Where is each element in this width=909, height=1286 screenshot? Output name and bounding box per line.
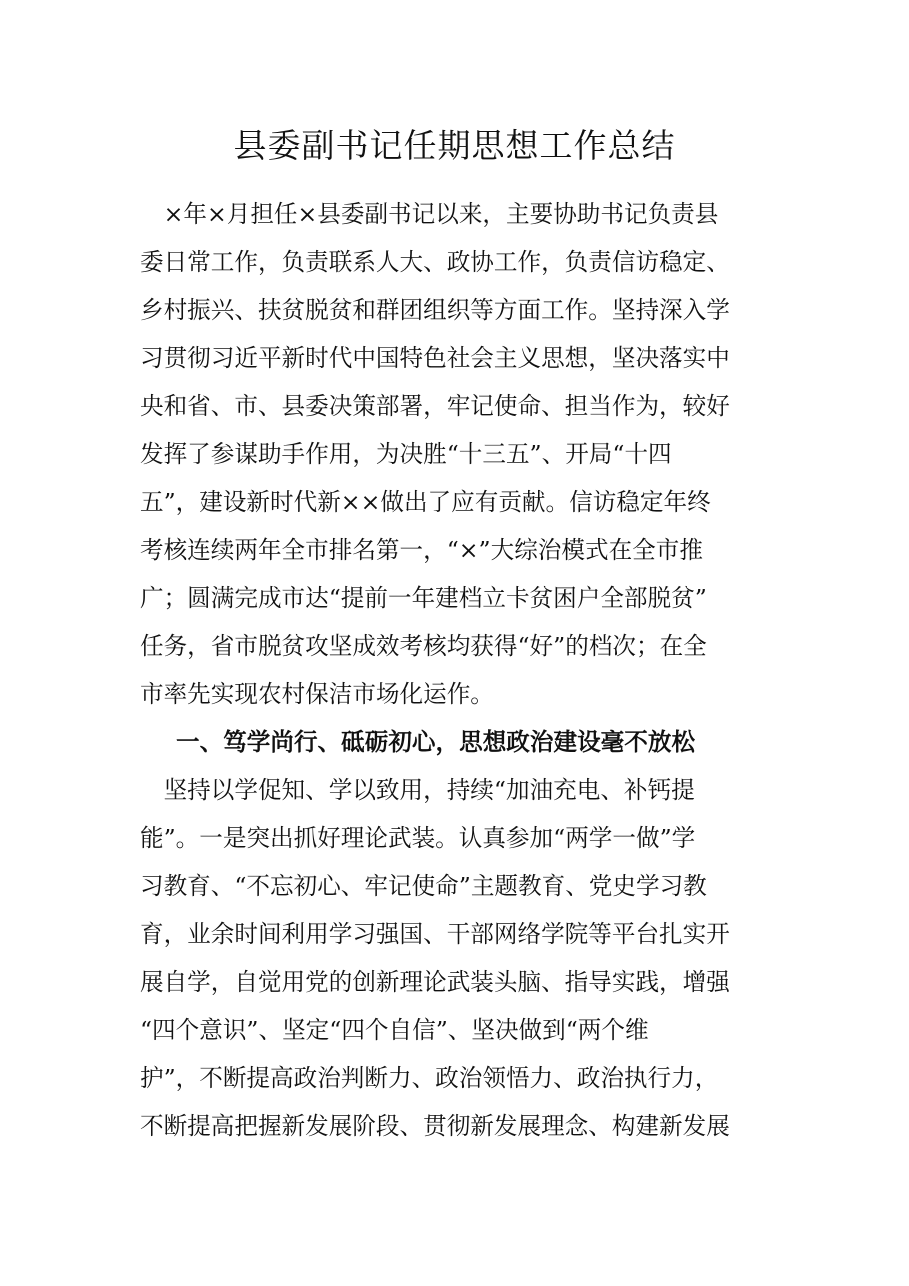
paragraph-line: 五”，建设新时代新××做出了应有贡献。信访稳定年终 xyxy=(140,488,711,516)
paragraph-line: 乡村振兴、扶贫脱贫和群团组织等方面工作。坚持深入学 xyxy=(140,296,730,324)
paragraph-line: 育，业余时间利用学习强国、干部网络学院等平台扎实开 xyxy=(140,920,730,948)
paragraph-line: 习贯彻习近平新时代中国特色社会主义思想，坚决落实中 xyxy=(140,344,730,372)
paragraph-line: 不断提高把握新发展阶段、贯彻新发展理念、构建新发展 xyxy=(140,1112,730,1140)
paragraph-line: 市率先实现农村保洁市场化运作。 xyxy=(140,680,494,708)
paragraph-line: 任务，省市脱贫攻坚成效考核均获得“好”的档次；在全 xyxy=(140,632,707,660)
section-heading: 一、笃学尚行、砥砺初心，思想政治建设毫不放松 xyxy=(176,728,696,756)
paragraph-line: 坚持以学促知、学以致用，持续“加油充电、补钙提 xyxy=(140,776,695,804)
paragraph-line: 护”，不断提高政治判断力、政治领悟力、政治执行力， xyxy=(140,1064,719,1092)
paragraph-line: ×年×月担任×县委副书记以来，主要协助书记负责县 xyxy=(140,200,719,228)
paragraph-line: “四个意识”、坚定“四个自信”、坚决做到“两个维 xyxy=(140,1016,649,1044)
paragraph-line: 展自学，自觉用党的创新理论武装头脑、指导实践，增强 xyxy=(140,968,730,996)
paragraph-line: 广；圆满完成市达“提前一年建档立卡贫困户全部脱贫” xyxy=(140,584,707,612)
paragraph-line: 发挥了参谋助手作用，为决胜“十三五”、开局“十四 xyxy=(140,440,672,468)
paragraph-line: 央和省、市、县委决策部署，牢记使命、担当作为，较好 xyxy=(140,392,730,420)
paragraph-line: 考核连续两年全市排名第一，“×”大综治模式在全市推 xyxy=(140,536,703,564)
paragraph-line: 能”。一是突出抓好理论武装。认真参加“两学一做”学 xyxy=(140,824,696,852)
document-title: 县委副书记任期思想工作总结 xyxy=(233,126,676,165)
paragraph-line: 委日常工作，负责联系人大、政协工作，负责信访稳定、 xyxy=(140,248,730,276)
paragraph-line: 习教育、“不忘初心、牢记使命”主题教育、党史学习教 xyxy=(140,872,707,900)
